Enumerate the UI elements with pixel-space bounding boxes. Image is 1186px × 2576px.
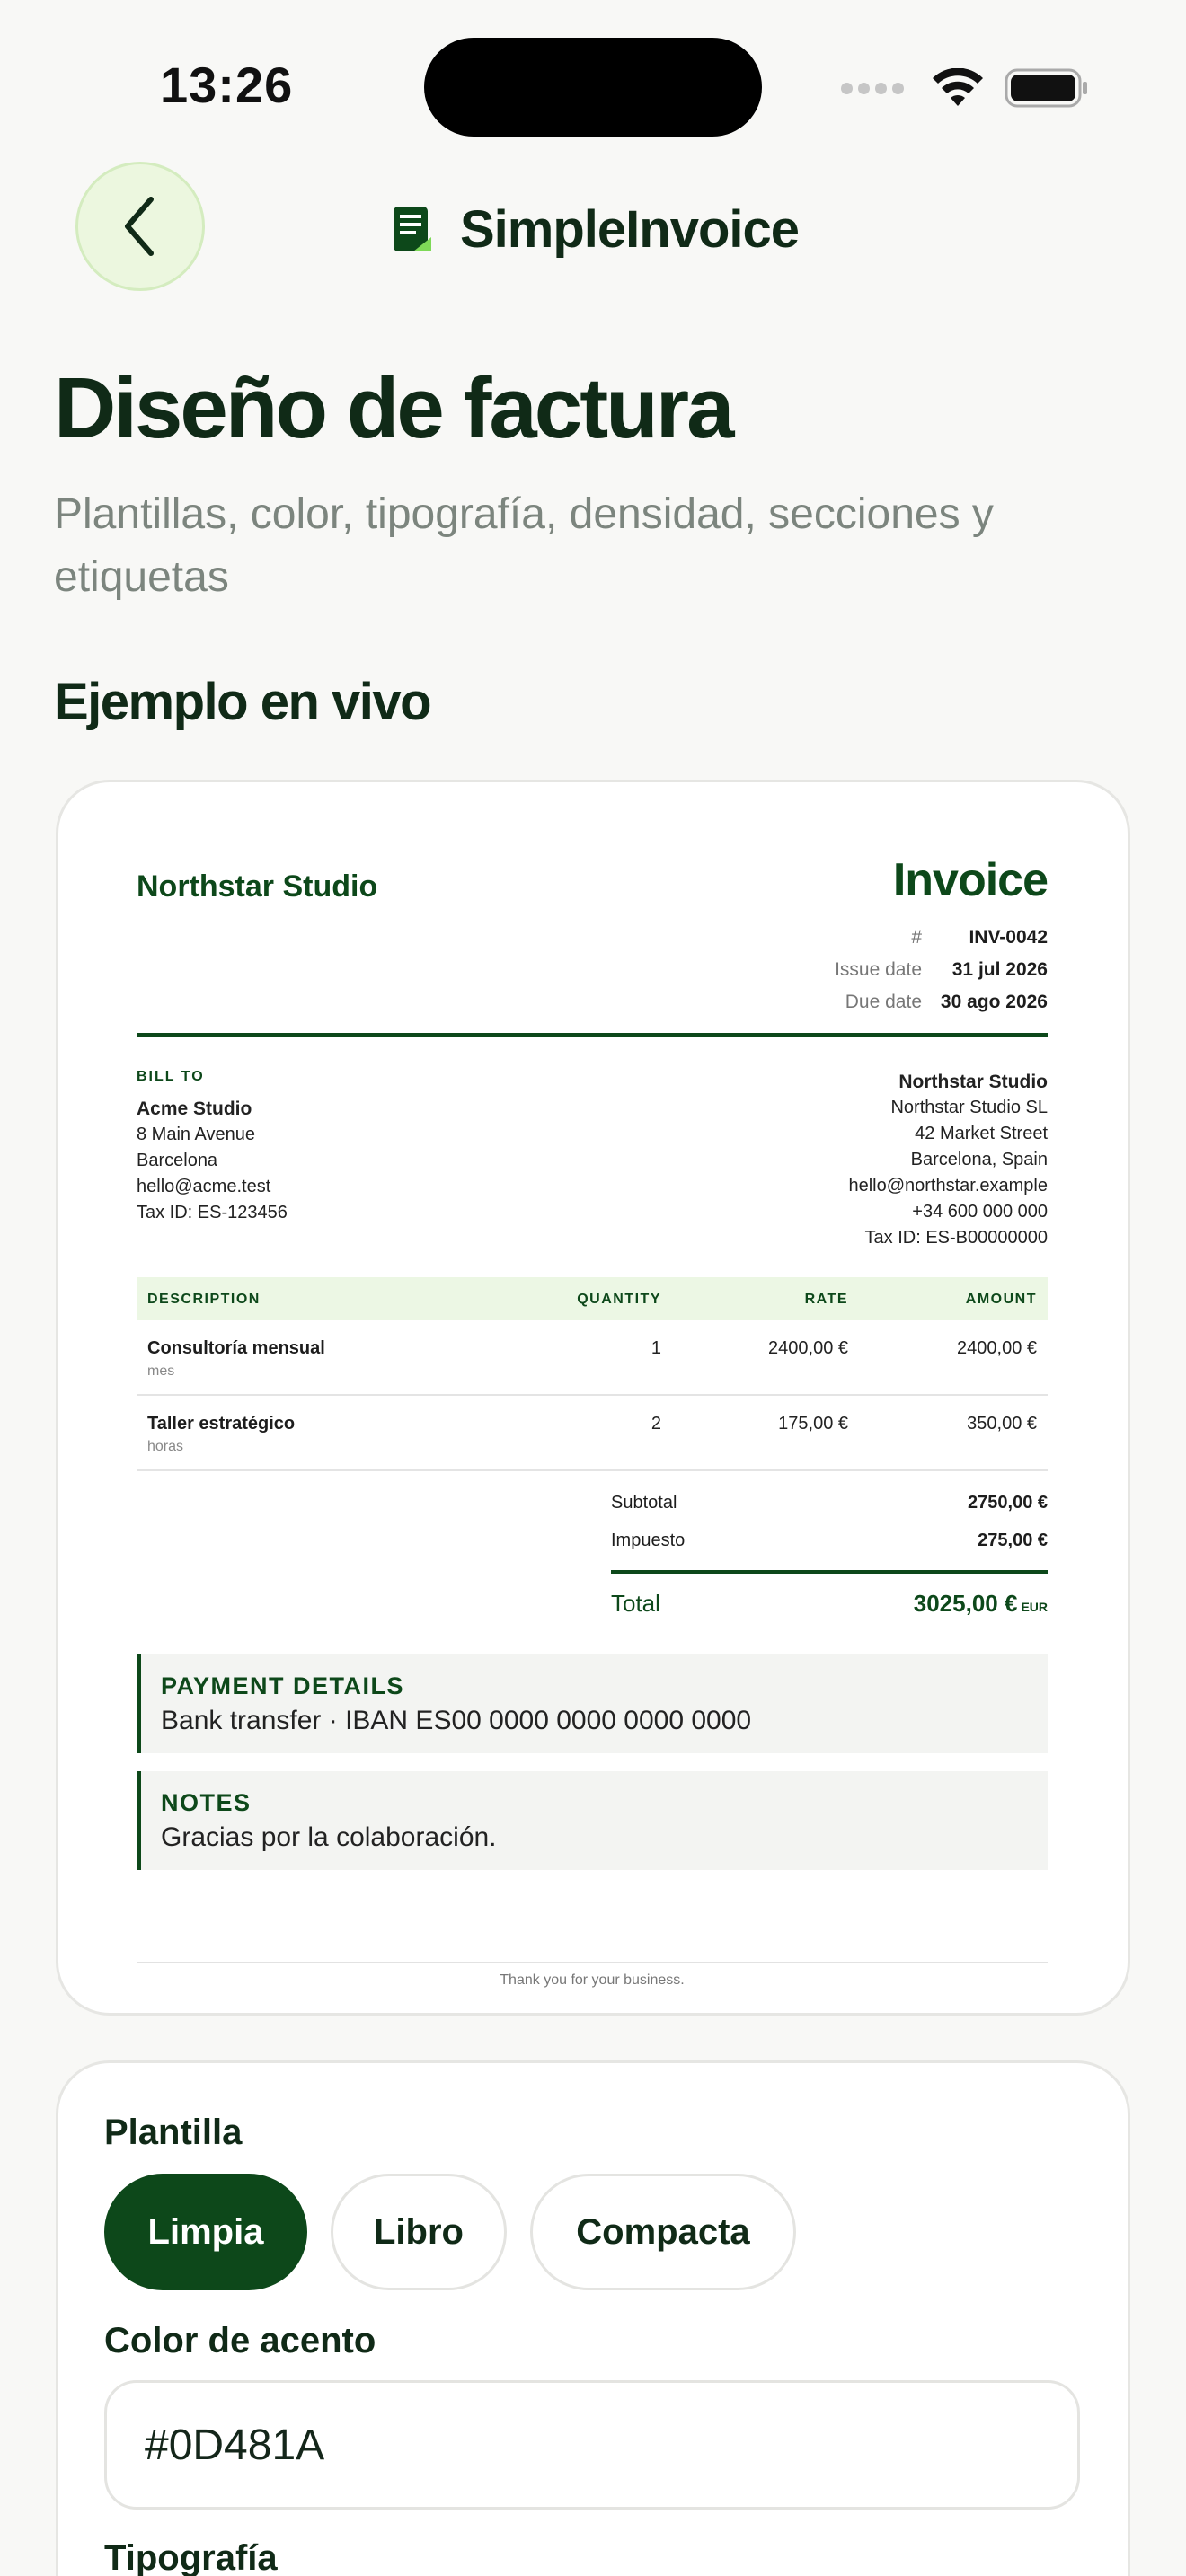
item-description: Taller estratégico — [147, 1414, 296, 1434]
column-header-description: DESCRIPTION — [147, 1292, 261, 1307]
item-rate: 2400,00 € — [768, 1338, 848, 1358]
total-value: 3025,00 € — [913, 1590, 1018, 1617]
status-time: 13:26 — [160, 57, 294, 113]
from-block — [848, 1069, 1048, 1251]
bill-to-line: 8 Main Avenue — [137, 1125, 255, 1144]
tax-label: Impuesto — [611, 1531, 686, 1550]
template-selector — [104, 2174, 796, 2290]
page-title: Diseño de factura — [54, 360, 732, 456]
invoice-title: Invoice — [892, 854, 1048, 906]
template-label: Plantilla — [104, 2113, 243, 2152]
meta-value: 30 ago 2026 — [940, 992, 1048, 1012]
item-description: Consultoría mensual — [147, 1338, 325, 1358]
item-quantity: 1 — [651, 1338, 661, 1358]
battery-icon — [1005, 68, 1089, 108]
from-line: hello@northstar.example — [848, 1176, 1048, 1195]
meta-label: # — [911, 927, 922, 948]
invoice-logo-icon — [392, 205, 433, 255]
column-header-quantity: QUANTITY — [577, 1292, 661, 1307]
invoice-footer: Thank you for your business. — [500, 1972, 685, 1988]
accent-color-input[interactable] — [104, 2380, 1080, 2510]
totals-divider — [611, 1570, 1048, 1574]
table-row — [137, 1320, 1048, 1396]
page-subtitle: Plantillas, color, tipografía, densidad, secciones y etiquetas — [54, 490, 994, 601]
wifi-icon — [931, 68, 985, 108]
currency-code: EUR — [1021, 1600, 1048, 1614]
subtotal-value: 2750,00 € — [968, 1493, 1048, 1513]
tax-value: 275,00 € — [978, 1531, 1048, 1550]
from-line: Tax ID: ES-B00000000 — [864, 1228, 1048, 1248]
item-rate: 175,00 € — [778, 1414, 848, 1434]
notes-title: NOTES — [161, 1789, 252, 1816]
chevron-left-icon — [119, 194, 162, 259]
dynamic-island — [424, 38, 762, 137]
bill-to-line: Barcelona — [137, 1151, 218, 1170]
template-option-limpia[interactable]: Limpia — [104, 2174, 307, 2290]
accent-color-label: Color de acento — [104, 2321, 376, 2360]
app-brand — [392, 199, 799, 260]
footer-divider — [137, 1962, 1048, 1963]
section-title: Ejemplo en vivo — [54, 673, 431, 731]
item-amount: 350,00 € — [967, 1414, 1037, 1434]
meta-label: Issue date — [835, 959, 922, 980]
payment-details-box — [137, 1654, 1048, 1753]
meta-value: INV-0042 — [969, 927, 1048, 948]
back-button[interactable] — [75, 162, 205, 291]
bill-to-label: BILL TO — [137, 1069, 205, 1084]
status-icons — [841, 68, 1089, 108]
meta-value: 31 jul 2026 — [951, 959, 1048, 980]
app-title: SimpleInvoice — [460, 200, 800, 259]
column-header-amount: AMOUNT — [965, 1292, 1037, 1307]
invoice-meta — [835, 922, 1048, 1019]
items-table-header — [137, 1277, 1048, 1320]
from-line: Northstar Studio SL — [890, 1098, 1048, 1117]
item-unit: horas — [147, 1439, 184, 1454]
typography-label: Tipografía — [104, 2538, 278, 2576]
bill-to-line: Tax ID: ES-123456 — [137, 1203, 288, 1222]
from-line: Barcelona, Spain — [910, 1150, 1048, 1169]
invoice-company: Northstar Studio — [137, 869, 378, 904]
bill-to-name: Acme Studio — [137, 1098, 252, 1119]
column-header-rate: RATE — [804, 1292, 848, 1307]
item-quantity: 2 — [651, 1414, 661, 1434]
item-amount: 2400,00 € — [957, 1338, 1037, 1358]
template-option-libro[interactable]: Libro — [331, 2174, 507, 2290]
bill-to-line: hello@acme.test — [137, 1177, 271, 1196]
signal-icon — [841, 83, 904, 94]
notes-body: Gracias por la colaboración. — [161, 1822, 497, 1852]
template-option-compacta[interactable]: Compacta — [530, 2174, 796, 2290]
from-name: Northstar Studio — [898, 1072, 1048, 1092]
notes-box — [137, 1771, 1048, 1870]
bill-to-block — [137, 1096, 288, 1226]
total-label: Total — [611, 1590, 660, 1617]
from-line: +34 600 000 000 — [912, 1202, 1048, 1222]
subtotal-label: Subtotal — [611, 1493, 677, 1513]
meta-label: Due date — [845, 992, 922, 1012]
header-divider — [137, 1033, 1048, 1037]
table-row — [137, 1396, 1048, 1471]
payment-details-title: PAYMENT DETAILS — [161, 1672, 405, 1699]
item-unit: mes — [147, 1363, 175, 1379]
totals-block — [611, 1493, 1048, 1617]
from-line: 42 Market Street — [915, 1124, 1048, 1143]
payment-details-body: Bank transfer · IBAN ES00 0000 0000 0000 0000 — [161, 1706, 752, 1735]
